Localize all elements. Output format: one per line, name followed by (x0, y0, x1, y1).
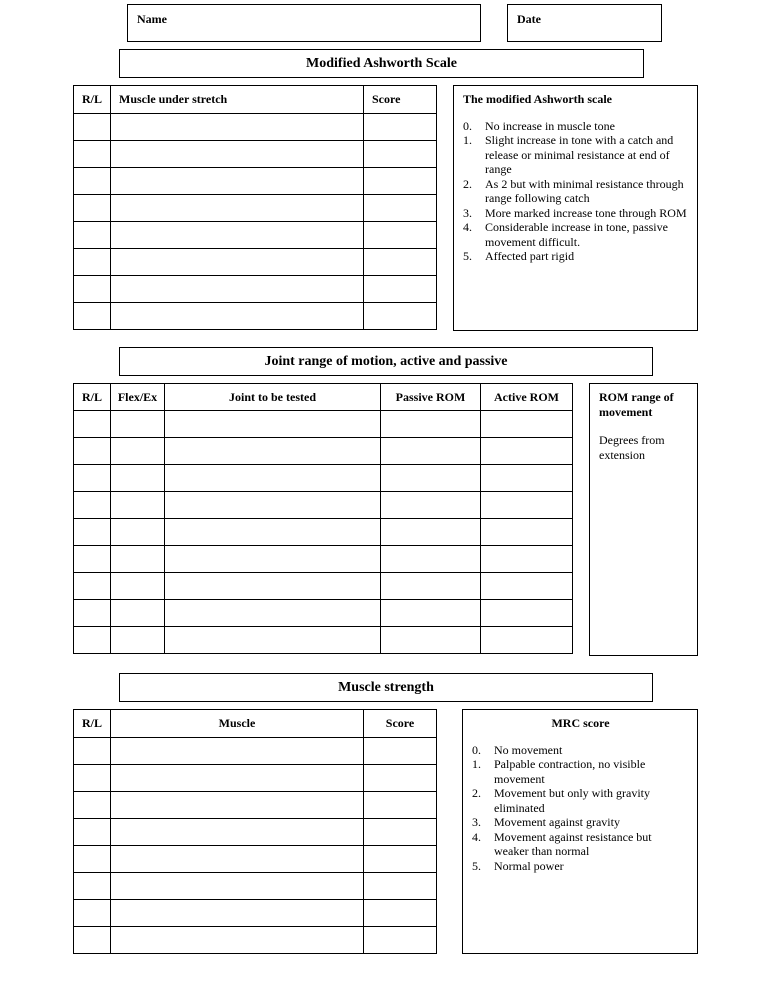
blank-cell[interactable] (111, 738, 364, 765)
table-row (74, 492, 573, 519)
blank-cell[interactable] (74, 792, 111, 819)
date-label: Date (517, 12, 541, 26)
ashworth-legend (453, 85, 698, 331)
blank-cell[interactable] (111, 819, 364, 846)
strength-table (73, 709, 437, 954)
blank-cell[interactable] (111, 222, 364, 249)
legend-item: 1. Palpable contraction, no visible movement (472, 757, 646, 786)
rom-legend (589, 383, 698, 656)
name-field[interactable] (127, 4, 481, 42)
blank-cell[interactable] (165, 411, 381, 438)
col-header-passive-rom: Passive ROM (381, 384, 481, 411)
blank-cell[interactable] (165, 627, 381, 654)
blank-cell[interactable] (111, 195, 364, 222)
blank-cell[interactable] (481, 627, 573, 654)
blank-cell[interactable] (165, 519, 381, 546)
blank-cell[interactable] (165, 546, 381, 573)
blank-cell[interactable] (381, 546, 481, 573)
table-row (74, 303, 437, 330)
col-header-muscle: Muscle (111, 710, 364, 738)
blank-cell[interactable] (111, 627, 165, 654)
legend-item: 2. Movement but only with gravity eliminated (472, 786, 650, 815)
rom-section-title: Joint range of motion, active and passive (119, 347, 653, 376)
col-header-active-rom: Active ROM (481, 384, 573, 411)
blank-cell[interactable] (364, 900, 437, 927)
table-row (74, 873, 437, 900)
blank-cell[interactable] (381, 600, 481, 627)
ashworth-legend-title: The modified Ashworth scale (463, 92, 613, 106)
table-row (74, 900, 437, 927)
blank-cell[interactable] (111, 411, 165, 438)
blank-cell[interactable] (74, 438, 111, 465)
blank-cell[interactable] (111, 873, 364, 900)
blank-cell[interactable] (481, 573, 573, 600)
blank-cell[interactable] (165, 492, 381, 519)
legend-item: 5. Normal power (472, 858, 564, 873)
blank-cell[interactable] (364, 141, 437, 168)
blank-cell[interactable] (74, 900, 111, 927)
blank-cell[interactable] (364, 249, 437, 276)
table-row (74, 195, 437, 222)
legend-item: 4. Movement against resistance but weaker than normal (472, 829, 652, 858)
table-row (74, 573, 573, 600)
blank-cell[interactable] (111, 141, 364, 168)
rom-rows (74, 411, 573, 654)
col-header-muscle-under-stretch: Muscle under stretch (111, 86, 364, 114)
blank-cell[interactable] (74, 195, 111, 222)
blank-cell[interactable] (111, 765, 364, 792)
name-label: Name (137, 12, 167, 26)
blank-cell[interactable] (381, 519, 481, 546)
date-field[interactable] (507, 4, 662, 42)
blank-cell[interactable] (364, 222, 437, 249)
table-row (74, 411, 573, 438)
blank-cell[interactable] (111, 519, 165, 546)
legend-item: 3. Movement against gravity (472, 815, 620, 829)
table-row (74, 141, 437, 168)
blank-cell[interactable] (364, 765, 437, 792)
col-header-score: Score (364, 86, 437, 114)
blank-cell[interactable] (364, 114, 437, 141)
rom-legend-title: ROM range of movement (599, 390, 674, 419)
blank-cell[interactable] (74, 492, 111, 519)
table-row (74, 792, 437, 819)
blank-cell[interactable] (111, 114, 364, 141)
rom-table (73, 383, 573, 654)
blank-cell[interactable] (74, 465, 111, 492)
blank-cell[interactable] (74, 873, 111, 900)
blank-cell[interactable] (74, 303, 111, 330)
blank-cell[interactable] (111, 276, 364, 303)
strength-rows (74, 738, 437, 954)
blank-cell[interactable] (74, 573, 111, 600)
legend-item: 4. Considerable increase in tone, passive movement difficult. (463, 220, 668, 249)
ashworth-legend-list (463, 119, 689, 264)
col-header-score: Score (364, 710, 437, 738)
blank-cell[interactable] (111, 600, 165, 627)
blank-cell[interactable] (381, 411, 481, 438)
blank-cell[interactable] (111, 249, 364, 276)
blank-cell[interactable] (74, 249, 111, 276)
table-row (74, 846, 437, 873)
blank-cell[interactable] (74, 738, 111, 765)
table-row (74, 168, 437, 195)
table-row (74, 114, 437, 141)
blank-cell[interactable] (481, 465, 573, 492)
blank-cell[interactable] (165, 573, 381, 600)
blank-cell[interactable] (74, 546, 111, 573)
mrc-legend (462, 709, 698, 954)
blank-cell[interactable] (74, 819, 111, 846)
blank-cell[interactable] (111, 846, 364, 873)
blank-cell[interactable] (364, 276, 437, 303)
col-header-rl: R/L (74, 384, 111, 411)
blank-cell[interactable] (74, 519, 111, 546)
blank-cell[interactable] (381, 492, 481, 519)
blank-cell[interactable] (74, 600, 111, 627)
table-row (74, 519, 573, 546)
blank-cell[interactable] (74, 927, 111, 954)
mrc-legend-title: MRC score (551, 716, 610, 730)
table-row (74, 600, 573, 627)
legend-item: 1. Slight increase in tone with a catch and release or minimal resistance at end of range (463, 133, 674, 176)
blank-cell[interactable] (165, 600, 381, 627)
legend-item: 0. No increase in muscle tone (463, 118, 615, 133)
blank-cell[interactable] (74, 627, 111, 654)
blank-cell[interactable] (74, 765, 111, 792)
blank-cell[interactable] (364, 738, 437, 765)
blank-cell[interactable] (74, 222, 111, 249)
col-header-rl: R/L (74, 710, 111, 738)
blank-cell[interactable] (481, 600, 573, 627)
blank-cell[interactable] (481, 438, 573, 465)
legend-item: 5. Affected part rigid (463, 249, 575, 263)
ashworth-table (73, 85, 437, 330)
blank-cell[interactable] (364, 303, 437, 330)
blank-cell[interactable] (111, 546, 165, 573)
ashworth-section-title: Modified Ashworth Scale (119, 49, 644, 78)
blank-cell[interactable] (364, 927, 437, 954)
blank-cell[interactable] (481, 492, 573, 519)
blank-cell[interactable] (74, 276, 111, 303)
blank-cell[interactable] (481, 546, 573, 573)
table-row (74, 627, 573, 654)
blank-cell[interactable] (364, 195, 437, 222)
table-row (74, 249, 437, 276)
legend-item: 3. More marked increase tone through ROM (463, 205, 687, 220)
blank-cell[interactable] (111, 927, 364, 954)
blank-cell[interactable] (111, 573, 165, 600)
legend-item: 0. No movement (472, 742, 563, 757)
blank-cell[interactable] (165, 438, 381, 465)
strength-section-title: Muscle strength (119, 673, 653, 702)
blank-cell[interactable] (381, 438, 481, 465)
blank-cell[interactable] (111, 168, 364, 195)
blank-cell[interactable] (381, 465, 481, 492)
blank-cell[interactable] (481, 519, 573, 546)
table-row (74, 222, 437, 249)
table-row (74, 465, 573, 492)
blank-cell[interactable] (74, 168, 111, 195)
table-row (74, 819, 437, 846)
table-row (74, 276, 437, 303)
table-row (74, 927, 437, 954)
ashworth-rows (74, 114, 437, 330)
table-row (74, 546, 573, 573)
blank-cell[interactable] (111, 303, 364, 330)
mrc-legend-list (472, 743, 689, 874)
table-row (74, 738, 437, 765)
blank-cell[interactable] (481, 411, 573, 438)
rom-legend-text: Degrees from extension (599, 433, 665, 462)
col-header-joint: Joint to be tested (165, 384, 381, 411)
blank-cell[interactable] (165, 465, 381, 492)
blank-cell[interactable] (381, 573, 481, 600)
col-header-rl: R/L (74, 86, 111, 114)
blank-cell[interactable] (364, 846, 437, 873)
blank-cell[interactable] (111, 900, 364, 927)
blank-cell[interactable] (364, 168, 437, 195)
blank-cell[interactable] (381, 627, 481, 654)
blank-cell[interactable] (74, 141, 111, 168)
col-header-flex-ex: Flex/Ex (111, 384, 165, 411)
table-row (74, 765, 437, 792)
blank-cell[interactable] (111, 792, 364, 819)
blank-cell[interactable] (111, 465, 165, 492)
legend-item: 2. As 2 but with minimal resistance through range following catch (463, 176, 684, 205)
blank-cell[interactable] (74, 114, 111, 141)
blank-cell[interactable] (364, 819, 437, 846)
blank-cell[interactable] (111, 438, 165, 465)
blank-cell[interactable] (74, 411, 111, 438)
blank-cell[interactable] (74, 846, 111, 873)
table-row (74, 438, 573, 465)
blank-cell[interactable] (364, 792, 437, 819)
blank-cell[interactable] (364, 873, 437, 900)
blank-cell[interactable] (111, 492, 165, 519)
